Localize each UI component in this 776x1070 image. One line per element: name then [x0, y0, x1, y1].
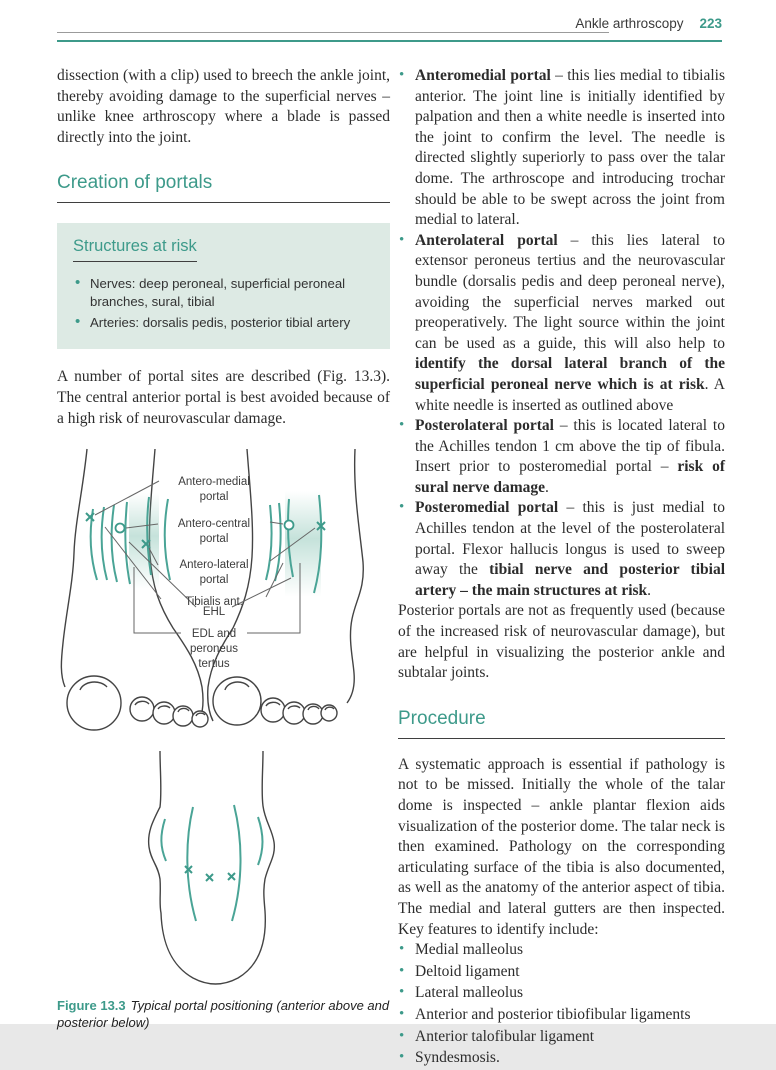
- posterior-portals-paragraph: Posterior portals are not as frequently used (because of the increased risk of neurovascular damage), but are helpful in visualizing the posterior ankle and subtalar joints.: [398, 602, 725, 682]
- portal-list: [398, 66, 725, 601]
- figure-caption-label: Figure 13.3: [57, 998, 126, 1014]
- structures-at-risk-box: [57, 223, 390, 349]
- right-tendon-band: [285, 491, 321, 597]
- portal-site-x-icon: [206, 874, 213, 881]
- portal-site-circle-icon: [116, 524, 125, 533]
- list-item-anterolateral-portal: • Anterolateral portal – this lies lateral to extensor peroneus tertius and the neurovascular bundle (dorsalis pedis and deep peroneal nerve), avoiding the superficial nerves marked out preoperatively. The light source within the joint can be used as a guide, this will also help to identify the dorsal lateral branch of the superficial peroneal nerve which is at risk. A white needle is inserted as outlined above: [398, 231, 725, 416]
- svg-text:tertius: tertius: [198, 658, 230, 671]
- label-tibialis-ant: Tibialis ant.: [185, 596, 243, 609]
- heel-outline: [149, 751, 275, 984]
- procedure-paragraph: A systematic approach is essential if pathology is not to be missed. Initially the whole of the talar dome is inspected – ankle plantar flexion aids visualization of the posterior dome. The talar neck is then examined. Pathology on the corresponding articulating surface of the tibia is also documented, as well as the anatomy of the anterior aspect of tibia. The medial and lateral gutters are then inspected. Key features to identify include:: [398, 755, 725, 938]
- risk-box-list: [73, 275, 374, 332]
- key-features-list: [398, 940, 725, 1069]
- figure-13-3: [57, 447, 390, 1031]
- left-column: [57, 66, 390, 1070]
- two-column-layout: [57, 66, 726, 1070]
- label-antero-lateral: Antero-lateral: [179, 559, 249, 572]
- section-heading-procedure: Procedure: [398, 708, 725, 739]
- figure-anterior-feet: [57, 447, 390, 739]
- svg-text:peroneus: peroneus: [190, 643, 238, 656]
- portal-site-x-icon: [228, 873, 235, 880]
- risk-box-heading: Structures at risk: [73, 237, 374, 262]
- list-item: • Anterior talofibular ligament: [398, 1027, 725, 1048]
- posterior-tendons: [161, 805, 262, 921]
- label-antero-medial: Antero-medial: [178, 476, 250, 489]
- intro-paragraph: dissection (with a clip) used to breech the ankle joint, thereby avoiding damage to the superficial nerves – unlike knee arthroscopy where a blade is passed directly into the joint.: [57, 67, 390, 146]
- figure-caption: [57, 997, 390, 1031]
- figure-caption-text: Typical portal positioning (anterior above and posterior below): [57, 998, 390, 1031]
- list-item-anteromedial-portal: • Anteromedial portal – this lies medial to tibialis anterior. The joint line is initially identified by palpation and then a white needle is inserted into the joint to confirm the level. The needle is directed slightly superiorly to pass over the talar dome. The arthroscope and introducing trochar should be able to be swept across the joint from medial to lateral.: [398, 66, 725, 231]
- list-item: • Syndesmosis.: [398, 1048, 725, 1069]
- label-ehl: EHL: [202, 606, 226, 619]
- right-column: [398, 66, 725, 1070]
- posterior-x-markers: [185, 866, 235, 881]
- figure-posterior-heel: [57, 751, 390, 989]
- list-item: • Anterior and posterior tibiofibular ligaments: [398, 1005, 725, 1026]
- svg-text:portal: portal: [199, 533, 229, 546]
- page-header: [57, 16, 722, 42]
- left-foot-outline: [61, 449, 208, 730]
- list-item: • Medial malleolus: [398, 940, 725, 961]
- header-hairline: [57, 32, 609, 33]
- list-item-posterolateral-portal: • Posterolateral portal – this is located lateral to the Achilles tendon 1 cm above the tip of fibula. Insert prior to posteromedial portal – risk of sural nerve damage.: [398, 416, 725, 498]
- list-item: • Arteries: dorsalis pedis, posterior tibial artery: [73, 314, 374, 332]
- figure-labels: [178, 476, 250, 670]
- running-head: Ankle arthroscopy: [575, 16, 684, 31]
- list-item: • Deltoid ligament: [398, 962, 725, 983]
- list-item: • Nerves: deep peroneal, superficial peroneal branches, sural, tibial: [73, 275, 374, 311]
- label-edl: EDL and: [191, 628, 237, 641]
- portal-site-circle-icon: [285, 521, 294, 530]
- portal-sites-paragraph: A number of portal sites are described (Fig. 13.3). The central anterior portal is best avoided because of a high risk of neurovascular damage.: [57, 368, 390, 427]
- svg-text:portal: portal: [199, 491, 229, 504]
- section-heading-creation-of-portals: Creation of portals: [57, 172, 390, 203]
- label-antero-central: Antero-central: [177, 518, 251, 531]
- page-number: 223: [699, 16, 722, 31]
- list-item-posteromedial-portal: • Posteromedial portal – this is just medial to Achilles tendon at the level of the posterolateral portal. Flexor hallucis longus is used to sweep away the tibial nerve and posterior tibial artery – the main structures at risk.: [398, 498, 725, 601]
- svg-text:portal: portal: [199, 574, 229, 587]
- list-item: • Lateral malleolus: [398, 983, 725, 1004]
